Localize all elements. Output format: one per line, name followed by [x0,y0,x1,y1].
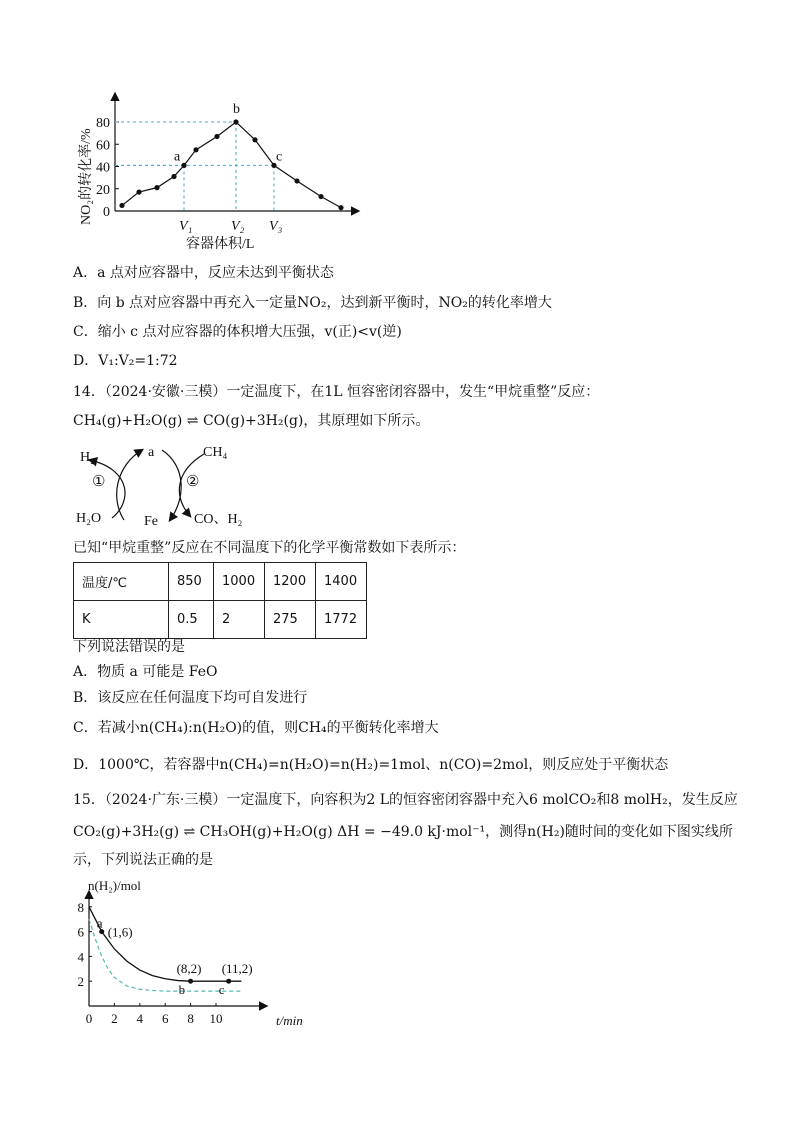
table-cell: 1200 [265,563,316,601]
chart1-x-tick-label: V₂ [231,219,245,234]
chart1-data-point [119,203,124,208]
chart2-x-tick-label: 10 [209,1011,223,1026]
methane-reforming-diagram [70,440,270,535]
chart1-data-point [181,163,186,168]
step1-label: ① [92,474,106,490]
chart1-data-point [233,119,238,124]
chart2-x-tick-label: 0 [85,1011,93,1026]
chart1-point-label-c: c [276,149,283,165]
chart2-x-tick-label: 8 [187,1011,194,1026]
h2-amount-chart [60,878,330,1038]
q14-table-intro: 已知“甲烷重整”反应在不同温度下的化学平衡常数如下表所示： [73,540,466,556]
q15-stem-3: 示，下列说法正确的是 [73,852,213,868]
chart1-data-point [171,174,176,179]
table-cell: 275 [265,601,316,639]
chart1-data-point [338,205,343,210]
chart1-y-tick-label: 80 [96,116,110,131]
chart2-point-label-b: b [178,982,186,998]
table-cell: K [74,601,169,639]
q13-option-c: C．缩小 c 点对应容器的体积增大压强，v(正)<v(逆) [73,324,402,340]
q14-equation: CH₄(g)+H₂O(g) ⇌ CO(g)+3H₂(g)，其原理如下所示。 [73,413,430,429]
chart1-series-line [122,122,341,208]
table-cell: 温度/℃ [74,563,169,601]
chart2-point-label-c: c [218,982,225,998]
table-row [74,563,367,601]
chart2-point-coord-b: (8,2) [176,961,202,977]
no2-conversion-chart [60,90,380,260]
chart2-y-tick-label: 4 [77,949,84,965]
chart2-x-tick-label: 2 [111,1011,118,1026]
chart2-point-label-a: a [96,915,103,931]
chart2-point-coord-c: (11,2) [221,961,253,977]
chart2-point-c [226,979,231,984]
chart1-data-point [318,194,323,199]
chart1-y-tick-label: 20 [96,182,110,198]
chart1-y-tick-label: 60 [96,138,110,154]
products-label: CO、H₂ [194,512,243,527]
q15-stem-2: CO₂(g)+3H₂(g) ⇌ CH₃OH(g)+H₂O(g) ΔH = −49.0 kJ·mol⁻¹，测得n(H₂)随时间的变化如下图实线所 [73,824,733,840]
chart2-y-tick-label: 6 [77,924,84,940]
chart2-ylabel: n(H₂)/mol [88,878,141,893]
chart1-ylabel: NO₂的转化率/% [79,128,94,225]
q13-option-b: B．向 b 点对应容器中再充入一定量NO₂，达到新平衡时，NO₂的转化率增大 [73,295,552,311]
cycle2-curve-a [162,450,181,520]
h2o-label: H₂O [76,511,102,526]
chart1-data-point [294,178,299,183]
h2-label: H₂ [80,450,95,465]
chart2-xlabel: t/min [276,1013,303,1028]
chart1-data-point [136,189,141,194]
table-cell: 850 [169,563,214,601]
chart2-x-tick-label: 4 [136,1011,144,1026]
chart2-y-tick-label: 2 [77,974,84,990]
table-cell: 2 [214,601,265,639]
table-row [74,601,367,639]
table-cell: 0.5 [169,601,214,639]
q14-option-d: D．1000℃，若容器中n(CH₄)=n(H₂O)=n(H₂)=1mol、n(CO)=2mol，则反应处于平衡状态 [73,757,669,773]
q14-stem: 14．（2024·安徽·三模）一定温度下，在1L 恒容密闭容器中，发生“甲烷重整”反应： [73,384,600,400]
chart1-point-label-a: a [174,149,181,165]
q15-stem-1: 15．（2024·广东·三模）一定温度下，向容积为2 L的恒容密闭容器中充入6 molCO₂和8 molH₂，发生反应 [73,792,738,808]
chart1-data-point [214,134,219,139]
q13-option-a: A．a 点对应容器中，反应未达到平衡状态 [73,265,334,281]
chart2-solid-curve [89,907,241,981]
fe-label: Fe [144,514,158,529]
q14-option-c: C．若减小n(CH₄):n(H₂O)的值，则CH₄的平衡转化率增大 [73,720,439,736]
q14-option-a: A．物质 a 可能是 FeO [73,664,218,680]
chart1-x-tick-label: V₁ [179,219,193,234]
chart1-x-tick-label: V₃ [269,219,283,234]
chart2-x-tick-label: 6 [161,1011,169,1026]
chart2-point-coord-a: (1,6) [107,924,133,940]
chart1-y-tick-label: 0 [103,205,110,220]
table-cell: 1000 [214,563,265,601]
table-cell: 1772 [316,601,367,639]
chart1-xlabel: 容器体积/L [186,237,255,252]
chart1-y-tick-label: 40 [96,160,110,176]
a-label: a [148,445,155,460]
table-cell: 1400 [316,563,367,601]
equilibrium-constant-table [73,562,367,639]
chart1-data-point [193,147,198,152]
chart2-y-tick-label: 8 [77,899,84,915]
chart1-data-point [154,185,159,190]
chart2-point-b [188,979,193,984]
ch4-label: CH₄ [203,445,228,460]
step2-label: ② [186,474,200,490]
q14-question: 下列说法错误的是 [73,639,185,655]
chart1-point-label-b: b [233,102,240,117]
q14-option-b: B．该反应在任何温度下均可自发进行 [73,690,308,706]
q13-option-d: D．V₁:V₂=1:72 [73,353,178,369]
chart1-data-point [252,137,257,142]
